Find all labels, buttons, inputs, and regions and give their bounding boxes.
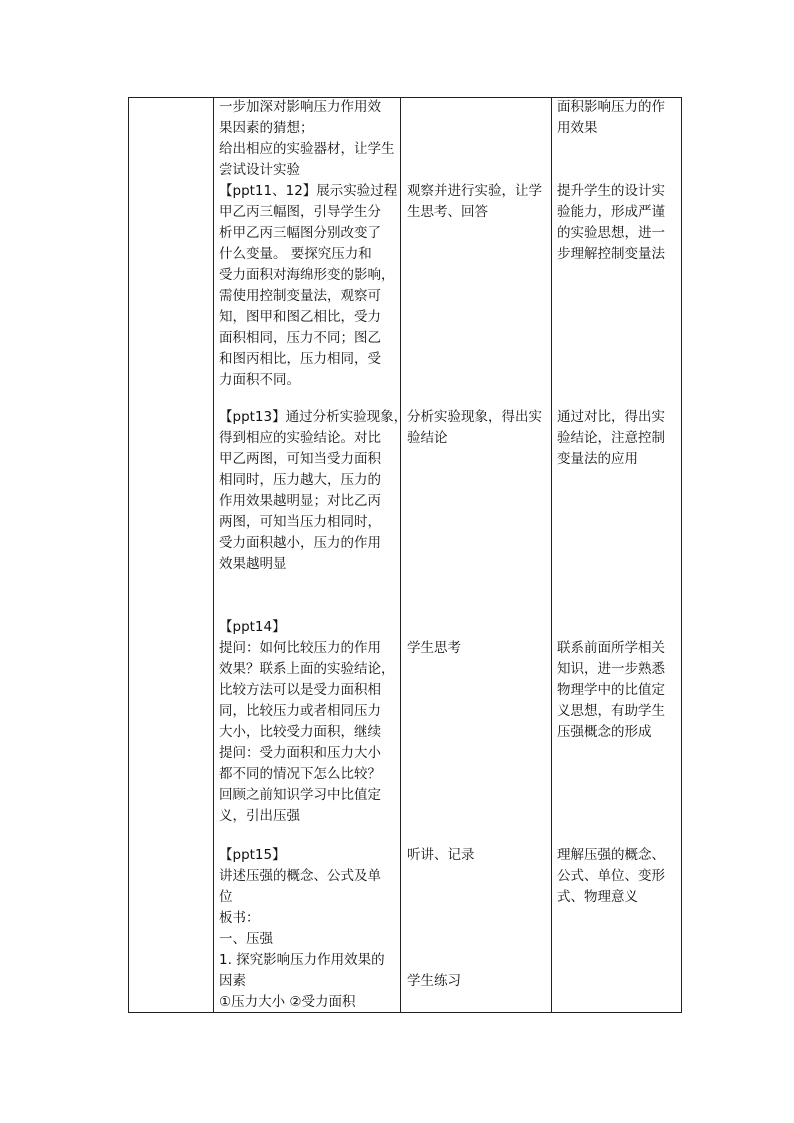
text-line: 受力面积对海绵形变的影响， bbox=[219, 267, 395, 283]
text-line: 知，图甲和图乙相比，受力 bbox=[219, 309, 381, 325]
text-line: 知识，进一步熟悉 bbox=[557, 661, 665, 677]
text-line: 讲述压强的概念、公式及单 bbox=[219, 868, 381, 884]
text-line: 【ppt11、12】展示实验过程 bbox=[219, 183, 398, 199]
text-line: 物理学中的比值定 bbox=[557, 682, 665, 698]
text-line: 效果？联系上面的实验结论， bbox=[219, 661, 395, 677]
text-line: 公式、单位、变形 bbox=[557, 868, 665, 884]
text-line: 比较方法可以是受力面积相 bbox=[219, 682, 381, 698]
design-intent-pressure-concept bbox=[557, 845, 665, 908]
student-activity-practice bbox=[407, 971, 461, 992]
teacher-activity-conclusion bbox=[219, 407, 407, 575]
text-line: 因素 bbox=[219, 973, 246, 989]
design-intent-area-effect bbox=[557, 97, 665, 139]
text-line: 1. 探究影响压力作用效果的 bbox=[219, 952, 385, 968]
text-line: 用效果 bbox=[557, 120, 598, 136]
text-line: 【ppt15】 bbox=[219, 847, 286, 863]
text-line: 同，比较压力或者相同压力 bbox=[219, 703, 381, 719]
text-line: 面积影响压力的作 bbox=[557, 99, 665, 115]
text-line: 验能力，形成严谨 bbox=[557, 204, 665, 220]
text-line: 【ppt14】 bbox=[219, 619, 286, 635]
text-line: 尝试设计实验 bbox=[219, 162, 300, 178]
text-line: 验结论，注意控制 bbox=[557, 430, 665, 446]
student-activity-experiment bbox=[407, 181, 542, 223]
text-line: 提问：如何比较压力的作用 bbox=[219, 640, 381, 656]
text-line: 听讲、记录 bbox=[407, 847, 475, 863]
text-line: 甲乙丙三幅图，引导学生分 bbox=[219, 204, 381, 220]
column-divider bbox=[213, 98, 214, 1012]
design-intent-ratio-definition bbox=[557, 638, 665, 743]
text-line: 观察并进行实验，让学 bbox=[407, 183, 542, 199]
text-line: 两图，可知当压力相同时， bbox=[219, 514, 381, 530]
column-divider bbox=[551, 98, 552, 1012]
text-line: 的实验思想，进一 bbox=[557, 225, 665, 241]
text-line: 果因素的猜想； bbox=[219, 120, 314, 136]
design-intent-control-variable bbox=[557, 407, 665, 470]
text-line: 需使用控制变量法，观察可 bbox=[219, 288, 381, 304]
text-line: 式、物理意义 bbox=[557, 889, 638, 905]
text-line: 效果越明显 bbox=[219, 556, 287, 572]
text-line: 一步加深对影响压力作用效 bbox=[219, 99, 381, 115]
text-line: 理解压强的概念、 bbox=[557, 847, 665, 863]
text-line: 作用效果越明显；对比乙丙 bbox=[219, 493, 381, 509]
text-line: 联系前面所学相关 bbox=[557, 640, 665, 656]
teacher-activity-pressure-concept bbox=[219, 845, 385, 1013]
text-line: 什么变量。 要探究压力和 bbox=[219, 246, 372, 262]
text-line: 通过对比，得出实 bbox=[557, 409, 665, 425]
text-line: 学生思考 bbox=[407, 640, 461, 656]
text-line: 相同时，压力越大，压力的 bbox=[219, 472, 381, 488]
text-line: 分析实验现象，得出实 bbox=[407, 409, 542, 425]
text-line: 提升学生的设计实 bbox=[557, 183, 665, 199]
text-line: 压强概念的形成 bbox=[557, 724, 652, 740]
student-activity-thinking bbox=[407, 638, 461, 659]
text-line: 受力面积越小，压力的作用 bbox=[219, 535, 381, 551]
text-line: ①压力大小 ②受力面积 bbox=[219, 994, 356, 1010]
text-line: 大小，比较受力面积，继续 bbox=[219, 724, 381, 740]
text-line: 力面积不同。 bbox=[219, 372, 300, 388]
text-line: 【ppt13】通过分析实验现象， bbox=[219, 409, 408, 425]
text-line: 义，引出压强 bbox=[219, 808, 300, 824]
student-activity-listening bbox=[407, 845, 475, 866]
teacher-activity-experiment bbox=[219, 181, 397, 391]
teacher-activity-question bbox=[219, 617, 395, 827]
text-line: 步理解控制变量法 bbox=[557, 246, 665, 262]
student-activity-analysis bbox=[407, 407, 542, 449]
text-line: 变量法的应用 bbox=[557, 451, 638, 467]
text-line: 得到相应的实验结论。对比 bbox=[219, 430, 381, 446]
teacher-activity-hypothesis bbox=[219, 97, 395, 181]
text-line: 一、压强 bbox=[219, 931, 273, 947]
text-line: 提问：受力面积和压力大小 bbox=[219, 745, 381, 761]
text-line: 生思考、回答 bbox=[407, 204, 488, 220]
text-line: 面积相同，压力不同；图乙 bbox=[219, 330, 381, 346]
text-line: 甲乙两图，可知当受力面积 bbox=[219, 451, 381, 467]
text-line: 位 bbox=[219, 889, 233, 905]
design-intent-experiment-ability bbox=[557, 181, 665, 265]
text-line: 和图丙相比，压力相同，受 bbox=[219, 351, 381, 367]
text-line: 板书： bbox=[219, 910, 260, 926]
text-line: 给出相应的实验器材，让学生 bbox=[219, 141, 395, 157]
text-line: 义思想，有助学生 bbox=[557, 703, 665, 719]
text-line: 学生练习 bbox=[407, 973, 461, 989]
text-line: 回顾之前知识学习中比值定 bbox=[219, 787, 381, 803]
text-line: 析甲乙丙三幅图分别改变了 bbox=[219, 225, 381, 241]
text-line: 验结论 bbox=[407, 430, 448, 446]
text-line: 都不同的情况下怎么比较？ bbox=[219, 766, 381, 782]
